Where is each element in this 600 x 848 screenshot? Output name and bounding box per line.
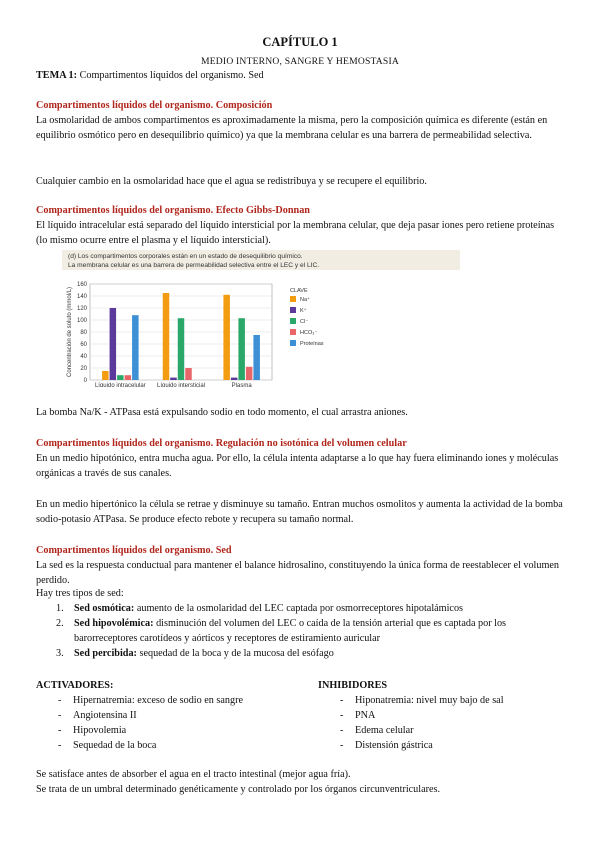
list-item: - Angiotensina II	[58, 710, 137, 721]
section-title-regulacion: Compartimentos líquidos del organismo. Regulación no isotónica del volumen celular	[36, 438, 407, 449]
bar-2-4	[253, 335, 260, 380]
y-tick-label: 140	[76, 294, 87, 300]
list-text: aumento de la osmolaridad del LEC captada por osmorreceptores hipotalámicos	[134, 603, 464, 614]
y-axis-label: Concentración de soluto (mmol/L)	[67, 286, 73, 378]
legend-label: Cl⁻	[300, 319, 309, 325]
list-text: sequedad de la boca y de la mucosa del esófago	[136, 648, 334, 659]
y-tick-label: 120	[76, 306, 87, 312]
list-item: - Sequedad de la boca	[58, 740, 157, 751]
paragraph-composicion-1: La osmolaridad de ambos compartimentos es aproximadamente la misma, pero la composición química es diferente (están en equilibrio osmótico pero en desequilibrio químico) ya que la membrana celular es una barrera de permeabilidad selectiva.	[36, 115, 548, 141]
chapter-title: CAPÍTULO 1	[262, 35, 338, 49]
y-tick-label: 40	[80, 354, 87, 360]
solute-concentration-figure	[62, 250, 460, 387]
y-tick-label: 20	[80, 366, 87, 372]
legend-label: Na⁺	[300, 297, 310, 303]
bar-1-0	[163, 293, 170, 380]
figure-caption-line-1: (d) Los compartimentos corporales están en un estado de desequilibrio químico.	[68, 253, 303, 260]
legend-swatch	[290, 318, 296, 324]
sed-types-list	[36, 601, 566, 661]
bar-2-3	[246, 367, 253, 380]
y-tick-label: 80	[80, 330, 87, 336]
bar-1-3	[185, 368, 192, 380]
list-text: disminución del volumen del LEC o caída de la tensión arterial que es captada por los barorreceptores carotídeos y aórticos y receptores de estiramiento auricular	[74, 618, 507, 644]
inhibidores-title: INHIBIDORES	[318, 680, 388, 691]
x-tick-label: Plasma	[231, 383, 252, 387]
paragraph-composicion-2: Cualquier cambio en la osmolaridad hace que el agua se redistribuya y se recupere el equilibrio.	[36, 176, 427, 187]
paragraph-hipotonico: En un medio hipotónico, entra mucha agua. Por ello, la célula intenta adaptarse a lo que hay fuera eliminando iones y moléculas orgánicas a través de sus canales.	[36, 453, 559, 479]
paragraph-tipos-sed: Hay tres tipos de sed:	[36, 588, 124, 599]
inhibidores-column	[318, 678, 568, 753]
list-number: 2.	[56, 618, 64, 629]
bar-0-4	[132, 315, 139, 380]
legend-swatch	[290, 307, 296, 313]
list-item: - Hiponatremia: nivel muy bajo de sal	[340, 695, 504, 706]
activadores-column	[36, 678, 306, 753]
paragraph-hipertonico: En un medio hipertónico la célula se retrae y disminuye su tamaño. Entran muchos osmolitos y aumenta la actividad de la bomba sodio-potasio ATPasa. Se produce efecto rebote y recupera su tamaño normal.	[36, 499, 563, 525]
list-term: Sed hipovolémica:	[74, 618, 154, 629]
chapter-subtitle: MEDIO INTERNO, SANGRE Y HEMOSTASIA	[201, 56, 399, 67]
list-number: 1.	[56, 603, 64, 614]
bar-0-3	[125, 375, 132, 380]
list-item: - Distensión gástrica	[340, 740, 433, 751]
bar-0-1	[110, 308, 117, 380]
bar-2-2	[238, 318, 245, 380]
legend-label: K⁺	[300, 308, 307, 314]
x-tick-label: Líquido intersticial	[156, 383, 206, 387]
paragraph-final-1: Se satisface antes de absorber el agua en el tracto intestinal (mejor agua fría).	[36, 769, 351, 780]
x-tick-label: Líquido intracelular	[94, 383, 146, 387]
paragraph-sed-definicion: La sed es la respuesta conductual para mantener el balance hidrosalino, constituyendo la única forma de reestablecer el volumen perdido.	[36, 560, 560, 586]
tema-line	[36, 68, 566, 83]
legend-swatch	[290, 340, 296, 346]
list-term: Sed osmótica:	[74, 603, 135, 614]
y-tick-label: 60	[80, 342, 87, 348]
legend-title: CLAVE	[290, 288, 308, 294]
bar-chart	[62, 250, 460, 387]
list-number: 3.	[56, 648, 64, 659]
legend-label: Proteínas	[300, 341, 324, 347]
y-tick-label: 100	[76, 318, 87, 324]
activadores-title: ACTIVADORES:	[36, 680, 114, 691]
y-tick-label: 160	[76, 282, 87, 288]
list-item: - Hipernatremia: exceso de sodio en sangre	[58, 695, 244, 706]
paragraph-gibbs-donnan: El líquido intracelular está separado del líquido intersticial por la membrana celular, que deja pasar iones pero retiene proteínas (lo mismo ocurre entre el plasma y el líquido intersticial).	[36, 220, 555, 246]
list-item: - PNA	[340, 710, 376, 721]
bar-1-1	[170, 378, 177, 380]
tema-text: Compartimentos líquidos del organismo. Sed	[77, 70, 264, 81]
section-title-composicion: Compartimentos líquidos del organismo. Composición	[36, 100, 273, 111]
paragraph-bomba-na-k: La bomba Na/K - ATPasa está expulsando sodio en todo momento, el cual arrastra aniones.	[36, 407, 408, 418]
list-term: Sed percibida:	[74, 648, 137, 659]
bar-0-2	[117, 375, 124, 380]
legend-label: HCO₃⁻	[300, 330, 318, 336]
bar-0-0	[102, 371, 109, 380]
bar-2-0	[223, 295, 230, 380]
list-item	[36, 601, 566, 616]
figure-caption-line-2: La membrana celular es una barrera de permeabilidad selectiva entre el LEC y el LIC.	[68, 262, 320, 269]
legend-swatch	[290, 296, 296, 302]
legend-swatch	[290, 329, 296, 335]
tema-label: TEMA 1:	[36, 70, 78, 81]
section-title-sed: Compartimentos líquidos del organismo. Sed	[36, 545, 232, 556]
bar-2-1	[231, 378, 238, 380]
y-tick-label: 0	[83, 378, 87, 384]
list-item	[36, 646, 566, 661]
list-item: - Edema celular	[340, 725, 414, 736]
section-title-gibbs-donnan: Compartimentos líquidos del organismo. Efecto Gibbs-Donnan	[36, 205, 310, 216]
bar-1-2	[178, 318, 185, 380]
list-item	[36, 616, 566, 646]
list-item: - Hipovolemia	[58, 725, 127, 736]
paragraph-final-2: Se trata de un umbral determinado genéticamente y controlado por los órganos circunventriculares.	[36, 784, 441, 795]
